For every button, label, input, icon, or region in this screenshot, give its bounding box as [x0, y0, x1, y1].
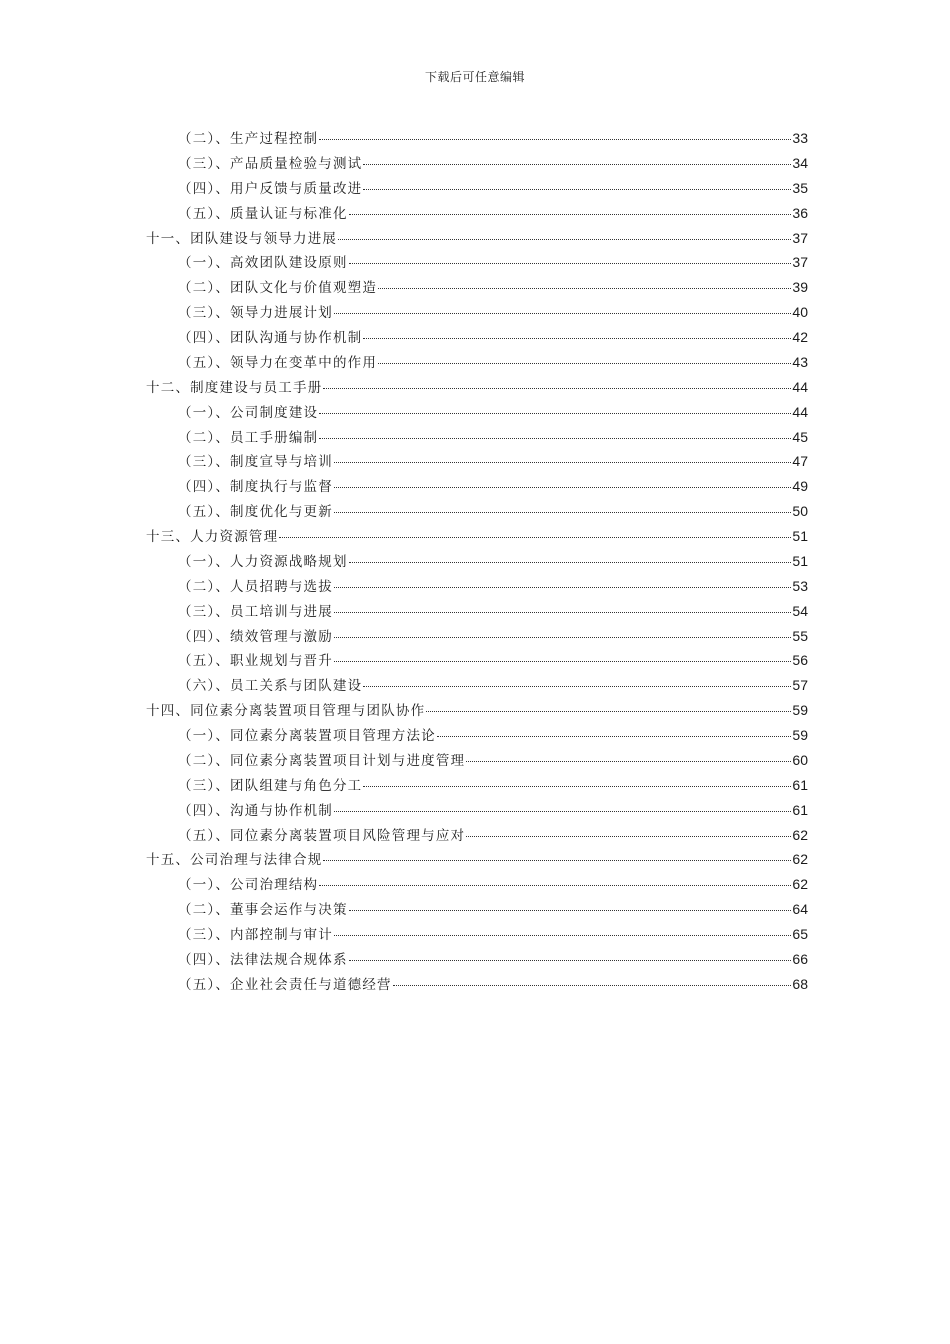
toc-dot-leader: [363, 164, 791, 165]
toc-entry-title: （二）、团队文化与价值观塑造: [178, 280, 378, 297]
toc-dot-leader: [334, 661, 791, 662]
toc-entry-title: 十一、团队建设与领导力进展: [146, 230, 338, 247]
toc-entry-title: （二）、同位素分离装置项目计划与进度管理: [178, 752, 466, 769]
toc-section-entry[interactable]: [146, 748, 808, 773]
toc-chapter-entry[interactable]: [146, 375, 808, 400]
toc-page-number: 51: [792, 552, 808, 569]
toc-entry-title: （五）、同位素分离装置项目风险管理与应对: [178, 827, 466, 844]
toc-dot-leader: [349, 214, 792, 215]
toc-page-number: 59: [792, 702, 808, 719]
toc-entry-title: （一）、高效团队建设原则: [178, 255, 348, 272]
toc-page-number: 37: [792, 229, 808, 246]
toc-section-entry[interactable]: [146, 425, 808, 450]
toc-dot-leader: [334, 637, 791, 638]
toc-chapter-entry[interactable]: [146, 226, 808, 251]
toc-dot-leader: [334, 587, 791, 588]
toc-entry-title: （五）、质量认证与标准化: [178, 205, 348, 222]
toc-entry-title: （二）、人员招聘与选拔: [178, 578, 333, 595]
toc-dot-leader: [334, 313, 791, 314]
toc-dot-leader: [466, 836, 791, 837]
toc-section-entry[interactable]: [146, 275, 808, 300]
toc-section-entry[interactable]: [146, 126, 808, 151]
toc-dot-leader: [378, 363, 791, 364]
toc-dot-leader: [279, 537, 791, 538]
toc-entry-title: （四）、法律法规合规体系: [178, 951, 348, 968]
toc-entry-title: （一）、同位素分离装置项目管理方法论: [178, 728, 436, 744]
toc-entry-title: （六）、员工关系与团队建设: [178, 678, 363, 695]
toc-page-number: 64: [792, 901, 808, 918]
toc-entry-title: （四）、绩效管理与激励: [178, 628, 333, 645]
toc-dot-leader: [334, 487, 791, 488]
toc-page-number: 45: [792, 428, 808, 445]
toc-chapter-entry[interactable]: [146, 847, 808, 872]
toc-entry-title: （四）、沟通与协作机制: [178, 802, 333, 819]
toc-page-number: 61: [792, 776, 808, 793]
toc-dot-leader: [363, 786, 791, 787]
toc-section-entry[interactable]: [146, 400, 808, 425]
toc-entry-title: （四）、制度执行与监督: [178, 479, 333, 496]
toc-section-entry[interactable]: [146, 325, 808, 350]
toc-page-number: 57: [792, 677, 808, 694]
toc-dot-leader: [334, 612, 791, 613]
toc-entry-title: （五）、企业社会责任与道德经营: [178, 976, 392, 993]
toc-dot-leader: [319, 438, 791, 439]
toc-dot-leader: [338, 239, 791, 240]
toc-dot-leader: [363, 338, 791, 339]
toc-page-number: 53: [792, 577, 808, 594]
toc-entry-title: 十五、公司治理与法律合规: [146, 852, 323, 869]
toc-page-number: 33: [792, 130, 808, 146]
toc-entry-title: （三）、产品质量检验与测试: [178, 155, 363, 172]
toc-page-number: 66: [792, 950, 808, 967]
toc-dot-leader: [323, 388, 791, 389]
toc-section-entry[interactable]: [146, 972, 808, 997]
toc-page-number: 47: [792, 453, 808, 470]
toc-dot-leader: [393, 985, 792, 986]
toc-section-entry[interactable]: [146, 872, 808, 897]
toc-page-number: 56: [792, 652, 808, 669]
toc-page-number: 59: [792, 727, 808, 743]
toc-section-entry[interactable]: [146, 350, 808, 375]
toc-dot-leader: [319, 885, 791, 886]
toc-dot-leader: [334, 462, 791, 463]
toc-entry-title: 十四、同位素分离装置项目管理与团队协作: [146, 703, 426, 720]
toc-section-entry[interactable]: [146, 897, 808, 922]
toc-page-number: 68: [792, 975, 808, 992]
toc-page-number: 39: [792, 279, 808, 296]
toc-entry-title: （四）、用户反馈与质量改进: [178, 180, 363, 197]
toc-section-entry[interactable]: [146, 201, 808, 226]
toc-dot-leader: [363, 189, 791, 190]
toc-entry-title: （三）、内部控制与审计: [178, 927, 333, 943]
toc-section-entry[interactable]: [146, 723, 808, 748]
toc-section-entry[interactable]: [146, 624, 808, 649]
toc-page-number: 36: [792, 204, 808, 221]
toc-entry-title: （一）、人力资源战略规划: [178, 553, 348, 570]
toc-dot-leader: [466, 761, 791, 762]
toc-entry-title: 十三、人力资源管理: [146, 529, 279, 545]
toc-entry-title: （二）、员工手册编制: [178, 429, 319, 446]
toc-dot-leader: [323, 860, 791, 861]
toc-page-number: 43: [792, 353, 808, 370]
toc-section-entry[interactable]: [146, 176, 808, 201]
toc-page-number: 37: [792, 254, 808, 271]
toc-entry-title: （三）、制度宣导与培训: [178, 454, 333, 471]
toc-section-entry[interactable]: [146, 773, 808, 798]
toc-page-number: 61: [792, 801, 808, 818]
toc-section-entry[interactable]: [146, 449, 808, 474]
table-of-contents: [146, 126, 808, 997]
toc-dot-leader: [319, 413, 791, 414]
toc-page-number: 62: [792, 851, 808, 868]
toc-entry-title: 十二、制度建设与员工手册: [146, 379, 323, 396]
toc-entry-title: （四）、团队沟通与协作机制: [178, 330, 363, 346]
toc-dot-leader: [363, 686, 791, 687]
toc-section-entry[interactable]: [146, 300, 808, 325]
toc-entry-title: （三）、员工培训与进展: [178, 603, 333, 620]
toc-dot-leader: [334, 811, 791, 812]
toc-dot-leader: [334, 935, 791, 936]
toc-page-number: 54: [792, 602, 808, 619]
toc-page-number: 51: [792, 528, 808, 544]
toc-entry-title: （五）、职业规划与晋升: [178, 653, 333, 670]
toc-page-number: 60: [792, 751, 808, 768]
toc-dot-leader: [426, 711, 791, 712]
toc-dot-leader: [334, 512, 791, 513]
toc-page-number: 40: [792, 304, 808, 321]
toc-dot-leader: [319, 139, 791, 140]
toc-section-entry[interactable]: [146, 549, 808, 574]
toc-section-entry[interactable]: [146, 499, 808, 524]
toc-section-entry[interactable]: [146, 151, 808, 176]
toc-page-number: 44: [792, 378, 808, 395]
toc-entry-title: （一）、公司制度建设: [178, 404, 319, 421]
toc-dot-leader: [349, 960, 792, 961]
toc-section-entry[interactable]: [146, 823, 808, 848]
toc-section-entry[interactable]: [146, 947, 808, 972]
toc-page-number: 34: [792, 154, 808, 171]
toc-section-entry[interactable]: [146, 599, 808, 624]
toc-entry-title: （五）、领导力在变革中的作用: [178, 354, 378, 371]
page-header: 下载后可任意编辑: [424, 70, 525, 84]
toc-entry-title: （三）、领导力进展计划: [178, 305, 333, 322]
toc-page-number: 49: [792, 478, 808, 495]
toc-page-number: 42: [792, 329, 808, 345]
toc-chapter-entry[interactable]: [146, 524, 808, 549]
toc-page-number: 50: [792, 503, 808, 520]
toc-section-entry[interactable]: [146, 574, 808, 599]
toc-section-entry[interactable]: [146, 474, 808, 499]
toc-dot-leader: [349, 263, 792, 264]
toc-entry-title: （一）、公司治理结构: [178, 877, 319, 894]
toc-entry-title: （三）、团队组建与角色分工: [178, 777, 363, 794]
toc-page-number: 62: [792, 826, 808, 843]
toc-dot-leader: [378, 288, 791, 289]
toc-chapter-entry[interactable]: [146, 698, 808, 723]
toc-section-entry[interactable]: [146, 648, 808, 673]
toc-page-number: 62: [792, 876, 808, 893]
toc-entry-title: （二）、生产过程控制: [178, 131, 319, 147]
toc-dot-leader: [349, 562, 792, 563]
toc-entry-title: （五）、制度优化与更新: [178, 504, 333, 521]
toc-page-number: 35: [792, 179, 808, 196]
toc-page-number: 44: [792, 403, 808, 420]
toc-section-entry[interactable]: [146, 250, 808, 275]
toc-page-number: 55: [792, 627, 808, 644]
toc-section-entry[interactable]: [146, 798, 808, 823]
toc-dot-leader: [437, 736, 792, 737]
toc-entry-title: （二）、董事会运作与决策: [178, 902, 348, 919]
toc-section-entry[interactable]: [146, 673, 808, 698]
toc-section-entry[interactable]: [146, 922, 808, 947]
toc-page-number: 65: [792, 926, 808, 942]
toc-dot-leader: [349, 910, 792, 911]
